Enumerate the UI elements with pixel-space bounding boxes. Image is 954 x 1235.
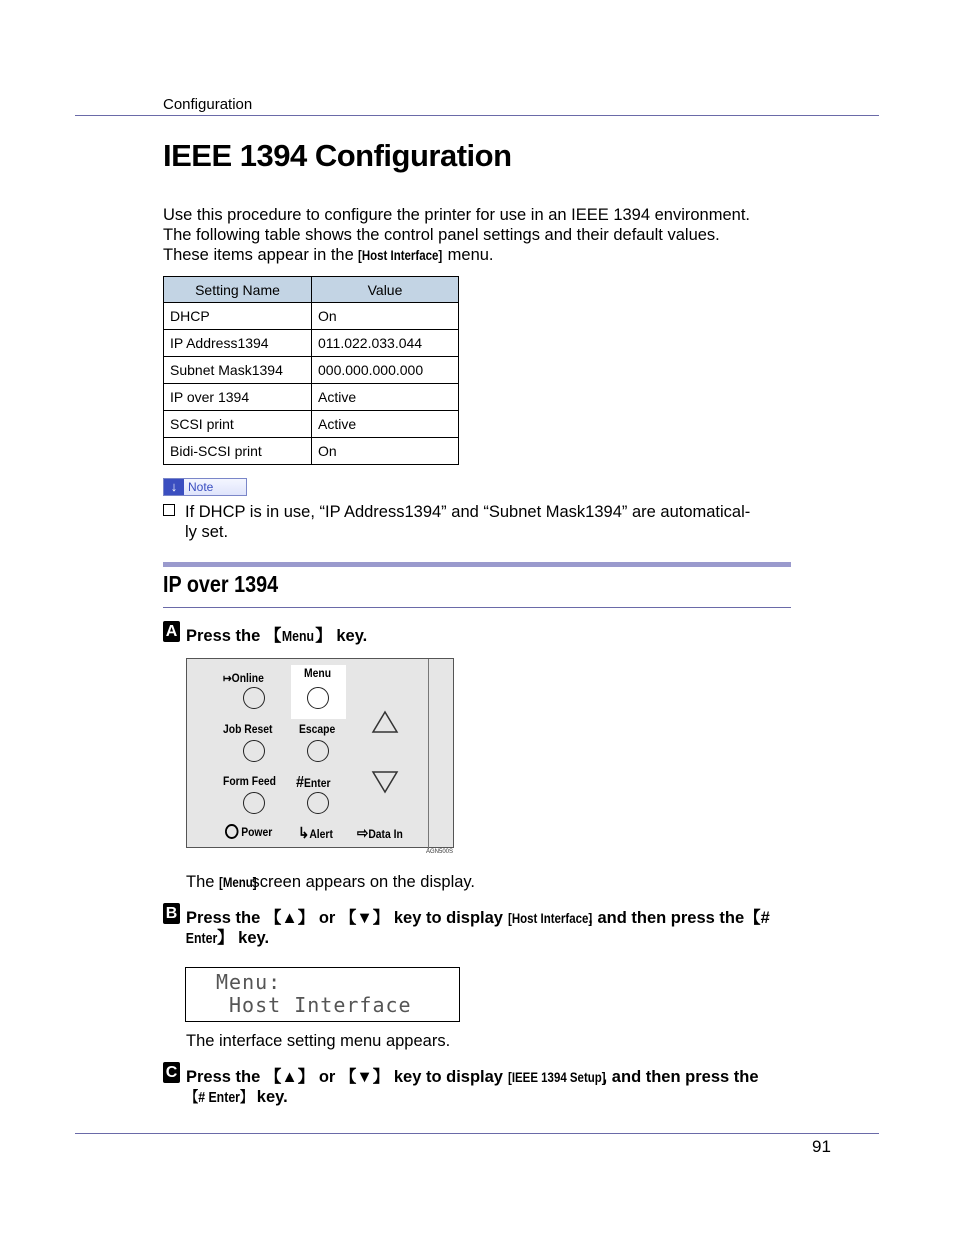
settings-table (163, 276, 459, 465)
step-2-result: The interface setting menu appears. (186, 1032, 451, 1050)
enter-key-open: 【# (744, 909, 770, 927)
step-2-mid: key to display (393, 909, 503, 927)
data-in-icon: ⇨ (357, 825, 369, 842)
step-1-number: A (163, 621, 180, 642)
step-1-result (186, 872, 475, 892)
table-cell: On (312, 303, 459, 330)
table-cell: SCSI print (164, 411, 312, 438)
checkbox-bullet-icon (163, 504, 175, 516)
bracket-close: 】 (315, 627, 332, 645)
table-cell: 000.000.000.000 (312, 357, 459, 384)
table-row (164, 411, 459, 438)
step-2-line-2 (186, 928, 796, 949)
host-interface-key: [Host Interface] (358, 247, 443, 263)
step-3-number: C (163, 1062, 180, 1083)
or-word: or (318, 909, 336, 927)
online-text: Online (231, 673, 264, 685)
step-1-pre: Press the (186, 627, 261, 645)
section-title: IP over 1394 (163, 571, 279, 597)
escape-label: Escape (299, 724, 336, 736)
power-text: Power (241, 827, 273, 839)
step-2-text (186, 908, 796, 949)
image-code: AGN500S (426, 849, 454, 855)
table-cell: Bidi-SCSI print (164, 438, 312, 465)
table-row (164, 357, 459, 384)
job-reset-button (243, 740, 265, 762)
form-feed-label: Form Feed (223, 776, 276, 788)
data-in-label (357, 824, 403, 842)
note-line-2: ly set. (185, 523, 229, 541)
up-key: 【▲】 (264, 1068, 315, 1086)
header-rule (75, 115, 879, 116)
intro-line-3 (163, 245, 791, 265)
table-header-row (164, 277, 459, 303)
table-row (164, 303, 459, 330)
enter-key-label: Enter (185, 931, 218, 947)
lcd-display (185, 967, 460, 1022)
intro-line-3-b: menu. (447, 246, 494, 264)
down-key: 【▼】 (339, 1068, 390, 1086)
ieee-1394-setup-item: [IEEE 1394 Setup] (507, 1069, 606, 1085)
intro-line-1: Use this procedure to configure the printer for use in an IEEE 1394 environment. (163, 206, 750, 224)
menu-key-label: Menu (282, 629, 315, 645)
down-key: 【▼】 (339, 909, 390, 927)
step-2-post: key. (238, 929, 270, 947)
step-3-line-1 (186, 1067, 796, 1087)
note-badge (163, 478, 247, 496)
column-header-setting: Setting Name (164, 277, 312, 303)
footer-rule (75, 1133, 879, 1134)
enter-key-label: 【# Enter】 (185, 1090, 253, 1106)
panel-divider (428, 659, 429, 849)
power-icon (225, 824, 239, 839)
data-in-text: Data In (368, 829, 403, 841)
step-1-post: key. (336, 627, 368, 645)
step-1-text (186, 626, 367, 647)
host-interface-item: [Host Interface] (507, 910, 592, 926)
section-bar (163, 562, 791, 567)
section-rule (163, 607, 791, 608)
online-button (243, 687, 265, 709)
note-line-1-text: If DHCP is in use, “IP Address1394” and “Subnet Mask1394” are automatical- (185, 503, 751, 521)
table-cell: On (312, 438, 459, 465)
step-1-result-b: screen appears on the display. (251, 873, 476, 891)
page-number: 91 (812, 1137, 831, 1156)
enter-text: Enter (304, 778, 331, 790)
down-arrow-icon: ↓ (164, 479, 184, 495)
alert-text: Alert (309, 829, 333, 841)
control-panel-illustration (186, 658, 454, 848)
intro-line-3-a: These items appear in the (163, 246, 354, 264)
up-arrow-icon (371, 709, 399, 735)
step-3-text (186, 1067, 796, 1108)
escape-button (307, 740, 329, 762)
step-2-tail: , and then press the (588, 909, 745, 927)
down-arrow-icon (371, 769, 399, 795)
menu-label: Menu (304, 668, 332, 680)
table-cell: 011.022.033.044 (312, 330, 459, 357)
power-label (225, 824, 272, 839)
table-row (164, 438, 459, 465)
table-cell: IP Address1394 (164, 330, 312, 357)
page-title: IEEE 1394 Configuration (163, 138, 512, 173)
table-cell: Active (312, 411, 459, 438)
table-cell: DHCP (164, 303, 312, 330)
job-reset-label: Job Reset (223, 724, 273, 736)
column-header-value: Value (312, 277, 459, 303)
step-2-line-1 (186, 908, 796, 928)
enter-button (307, 792, 329, 814)
step-3-post: key. (256, 1088, 288, 1106)
table-row (164, 330, 459, 357)
online-label (223, 671, 264, 685)
alert-label (298, 824, 333, 842)
note-text (163, 502, 791, 542)
step-2-pre: Press the (186, 909, 261, 927)
step-2-number: B (163, 903, 180, 924)
table-cell: Subnet Mask1394 (164, 357, 312, 384)
online-arrow-icon: ↦ (223, 673, 232, 685)
note-line-1 (163, 502, 791, 522)
table-cell: IP over 1394 (164, 384, 312, 411)
step-1-result-a: The (186, 873, 215, 891)
step-3-pre: Press the (186, 1068, 261, 1086)
step-3-line-2 (186, 1087, 796, 1108)
note-badge-label: Note (188, 480, 214, 494)
alert-icon: ↳ (298, 825, 310, 842)
step-3-tail: , and then press the (602, 1068, 759, 1086)
enter-key-close: 】 (217, 929, 234, 947)
step-3-mid: key to display (393, 1068, 503, 1086)
menu-screen-key: [Menu] (219, 874, 257, 890)
intro-line-2: The following table shows the control panel settings and their default values. (163, 226, 720, 244)
table-cell: Active (312, 384, 459, 411)
running-header: Configuration (163, 96, 253, 113)
intro-paragraph (163, 205, 791, 265)
table-row (164, 384, 459, 411)
menu-button (307, 687, 329, 709)
hash-icon: # (296, 774, 305, 791)
bracket-open: 【 (264, 627, 282, 645)
form-feed-button (243, 792, 265, 814)
or-word: or (318, 1068, 336, 1086)
lcd-line-2: Host Interface (229, 993, 412, 1017)
lcd-line-1: Menu: (216, 970, 282, 994)
up-key: 【▲】 (264, 909, 315, 927)
enter-label (296, 774, 330, 792)
